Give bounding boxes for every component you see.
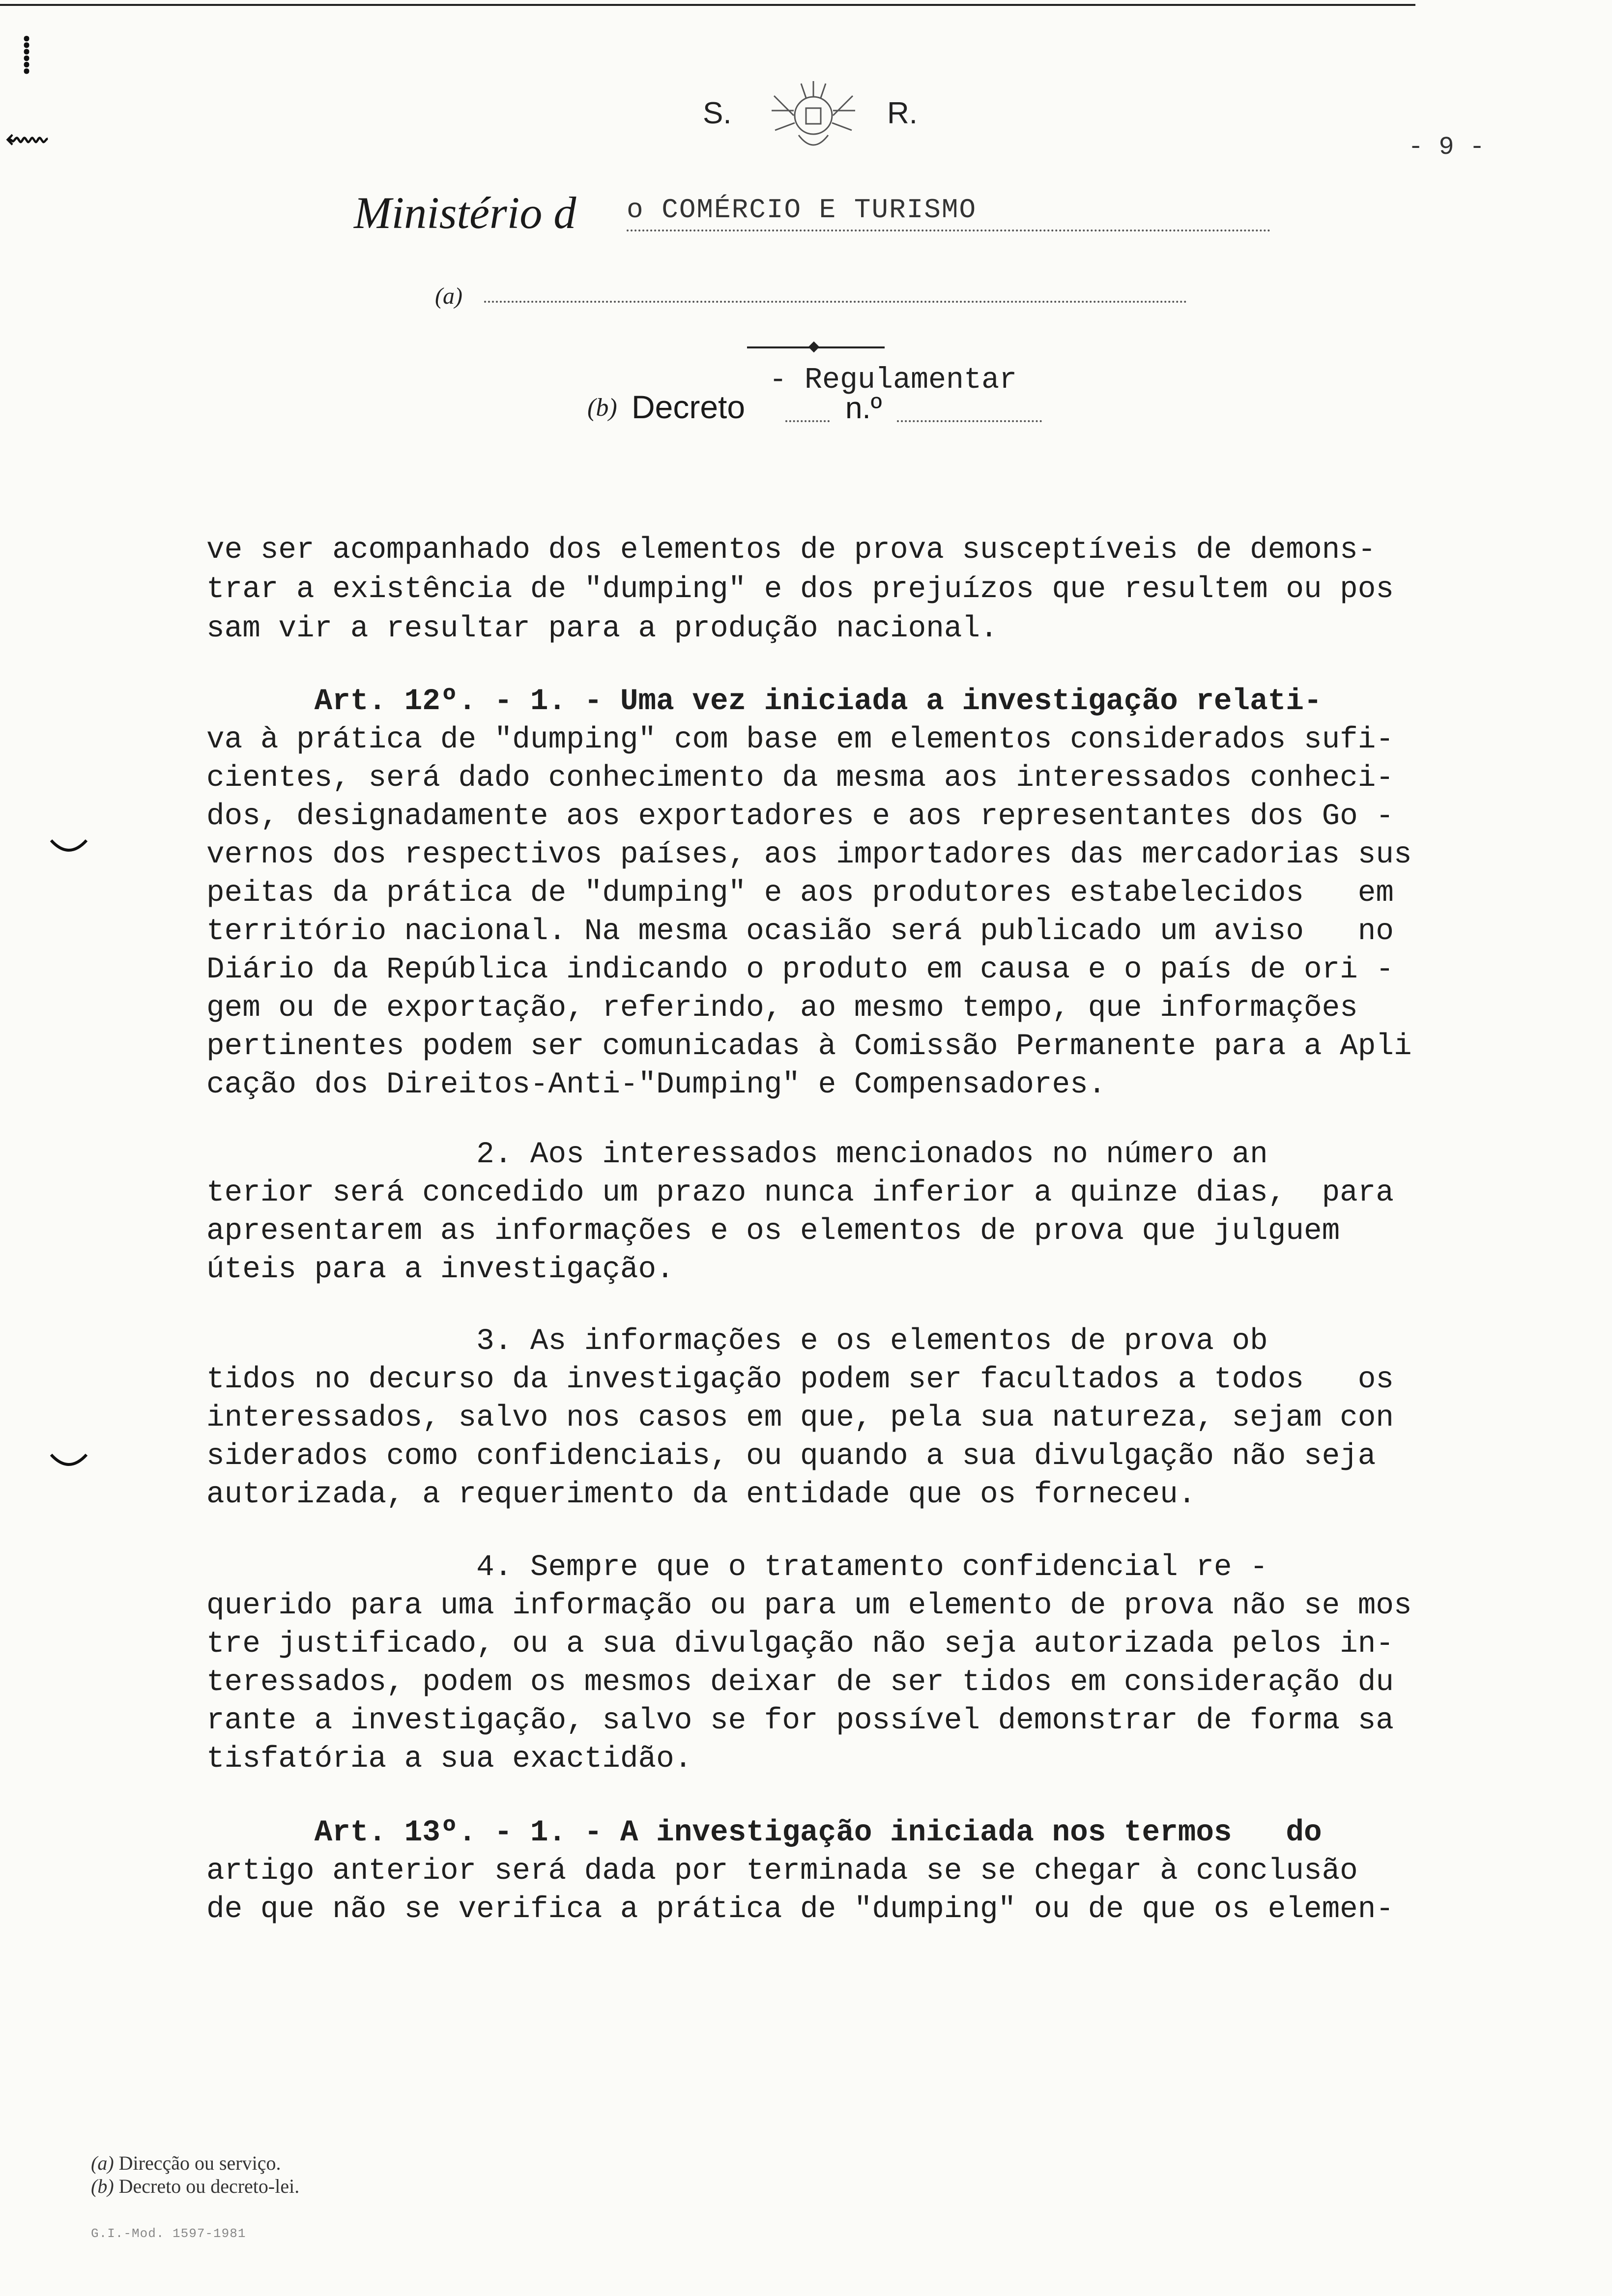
text-line: cientes, será dado conhecimento da mesma aos interessados conheci- [206,761,1394,795]
decree-number-label: n.º [845,391,882,425]
footnote-b-marker: (b) [91,2175,114,2197]
text-line: vernos dos respectivos países, aos importadores das mercadorias sus [206,838,1412,872]
footnote-a-text: Direcção ou serviço. [118,2152,281,2174]
text-line: autorizada, a requerimento da entidade que os forneceu. [206,1478,1196,1512]
text-line: va à prática de "dumping" com base em elementos considerados sufi- [206,723,1394,757]
coat-of-arms-seal [764,76,863,162]
page-number: - 9 - [1408,133,1485,162]
ministerio-name-field: o COMÉRCIO E TURISMO [627,194,1270,231]
decree-type-field: - Regulamentar [769,364,1017,397]
text-line: Diário da República indicando o produto em causa e o país de ori - [206,953,1394,987]
footnote-b [91,2175,299,2198]
direction-label: (a) [435,283,462,309]
text-line: terior será concedido um prazo nunca inferior a quinze dias, para [206,1176,1394,1210]
text-line: tisfatória a sua exactidão. [206,1742,692,1776]
top-rule [0,4,1415,6]
text-line: peitas da prática de "dumping" e aos produtores estabelecidos em [206,876,1394,910]
decree-marker: (b) [587,394,617,422]
text-line: teressados, podem os mesmos deixar de ser tidos em consideração du [206,1665,1394,1699]
text-line: 3. As informações e os elementos de prova ob [206,1324,1268,1358]
text-line: ve ser acompanhado dos elementos de prova susceptíveis de demons- [206,533,1376,567]
divider-diamond-icon [808,342,820,353]
text-line: Art. 13º. - 1. - A investigação iniciada nos termos do [206,1816,1322,1850]
decree-number-fill-line [897,420,1042,422]
text-line: 2. Aos interessados mencionados no número an [206,1138,1268,1172]
direction-fill-line [484,301,1187,303]
text-line: pertinentes podem ser comunicadas à Comissão Permanente para a Apli [206,1030,1412,1063]
text-line: dos, designadamente aos exportadores e aos representantes dos Go - [206,800,1394,833]
text-line: cação dos Direitos-Anti-"Dumping" e Compensadores. [206,1068,1106,1102]
margin-check-mark [49,835,88,860]
text-line: artigo anterior será dada por terminada se se chegar à conclusão [206,1854,1358,1888]
ministerio-label: Ministério d [354,188,576,238]
text-line: tidos no decurso da investigação podem ser facultados a todos os [206,1363,1394,1397]
text-line: sam vir a resultar para a produção nacional. [206,612,998,646]
header-r-letter: R. [887,96,918,130]
text-line: gem ou de exportação, referindo, ao mesmo tempo, que informações [206,991,1358,1025]
margin-mark-top: ⸽ [22,34,31,75]
decree-label: Decreto [632,389,746,425]
footnote-a-marker: (a) [91,2152,114,2174]
footnote-a [91,2152,281,2175]
text-line: de que não se verifica a prática de "dumping" ou de que os elemen- [206,1893,1394,1926]
text-line: território nacional. Na mesma ocasião será publicado um aviso no [206,915,1394,948]
text-line: Art. 12º. - 1. - Uma vez iniciada a investigação relati- [206,685,1322,718]
text-line: apresentarem as informações e os elementos de prova que julguem [206,1214,1340,1248]
text-line: 4. Sempre que o tratamento confidencial re - [206,1550,1268,1584]
text-line: tre justificado, ou a sua divulgação não seja autorizada pelos in- [206,1627,1394,1661]
text-line: trar a existência de "dumping" e dos prejuízos que resultem ou pos [206,573,1394,606]
margin-mark-arrow: ⬳ [6,123,48,157]
decree-fill-line [785,420,830,422]
text-line: interessados, salvo nos casos em que, pela sua natureza, sejam con [206,1401,1394,1435]
print-reference: G.I.-Mod. 1597-1981 [91,2226,246,2241]
text-line: querido para uma informação ou para um elemento de prova não se mos [206,1589,1412,1623]
footnote-b-text: Decreto ou decreto-lei. [118,2175,300,2197]
margin-check-mark [49,1450,88,1474]
text-line: siderados como confidenciais, ou quando a sua divulgação não seja [206,1439,1376,1473]
header-s-letter: S. [703,96,732,130]
text-line: rante a investigação, salvo se for possível demonstrar de forma sa [206,1704,1394,1738]
text-line: úteis para a investigação. [206,1253,674,1287]
